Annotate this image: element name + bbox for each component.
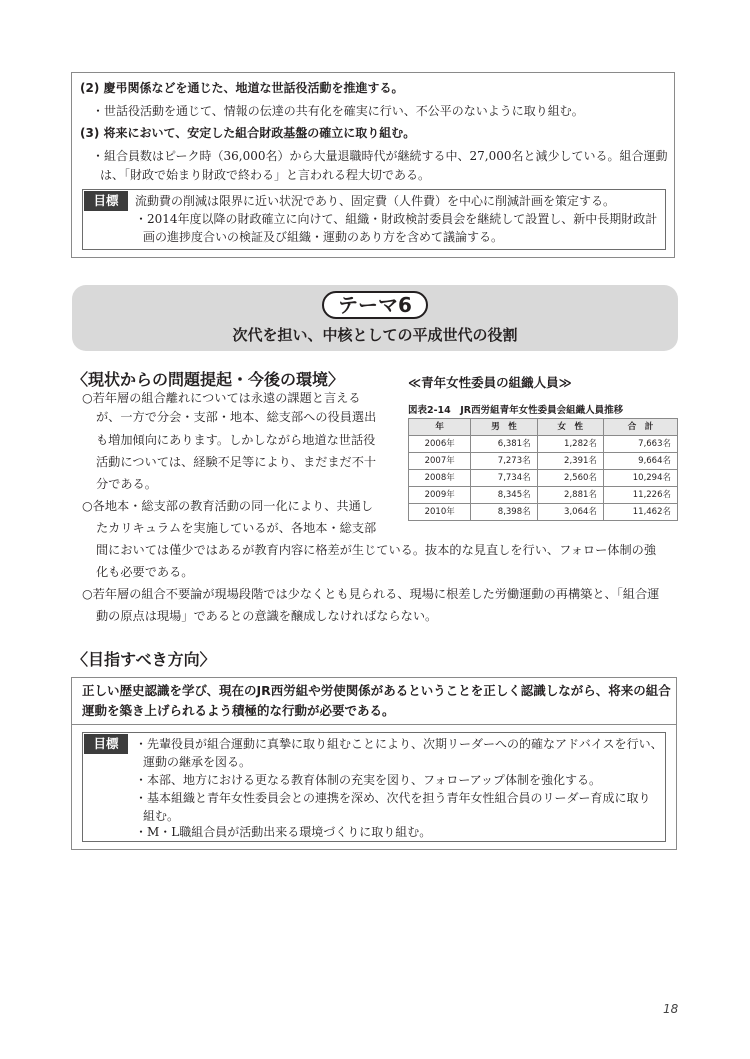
goal-line-1: 流動費の削減は限界に近い状況であり、固定費（人件費）を中心に削減計画を策定する。 xyxy=(135,194,616,208)
body-line: ○各地本・総支部の教育活動の同一化により、共通し xyxy=(82,499,373,513)
body-line: 動の原点は現場」であるとの意識を醸成しなければならない。 xyxy=(96,609,438,623)
theme-banner xyxy=(72,285,678,351)
table-row xyxy=(409,504,678,521)
table-heading: ≪青年女性委員の組織人員≫ xyxy=(408,375,572,390)
direction-box xyxy=(71,677,677,850)
cell-total: 10,294名 xyxy=(603,470,677,487)
body-line: 活動については、経験不足等により、まだまだ不十 xyxy=(96,455,377,469)
cell-female: 2,881名 xyxy=(537,487,603,504)
cell-year: 2010年 xyxy=(409,504,471,521)
header-male: 男 性 xyxy=(471,419,537,436)
section-heading-current-issues: 〈現状からの問題提起・今後の環境〉 xyxy=(72,370,345,389)
membership-table xyxy=(408,418,678,521)
table-header-row xyxy=(409,419,678,436)
body-line: ○若年層の組合不要論が現場段階では少なくとも見られる、現場に根差した労働運動の再構築と、「組合運 xyxy=(82,587,660,601)
goal-line: ・M・L職組合員が活動出来る環境づくりに取り組む。 xyxy=(135,825,432,839)
section-heading-direction: 〈目指すべき方向〉 xyxy=(72,650,216,669)
cell-male: 7,273名 xyxy=(471,453,537,470)
item3-bullet-line-1: ・組合員数はピーク時（36,000名）から大量退職時代が継続する中、27,000名と減少している。組合運動 xyxy=(92,149,668,163)
theme-label: テーマ6 xyxy=(322,291,428,319)
header-year: 年 xyxy=(409,419,471,436)
goal-box-direction xyxy=(82,732,666,842)
goal-line: 運動の継承を図る。 xyxy=(143,755,252,769)
intro-line-1: 正しい歴史認識を学び、現在のJR西労組や労使関係があるということを正しく認識しながら、将来の組合 xyxy=(82,683,671,698)
theme-subtitle: 次代を担い、中核としての平成世代の役割 xyxy=(232,326,518,344)
goal-label: 目標 xyxy=(84,734,128,754)
body-line: たカリキュラムを実施しているが、各地本・総支部 xyxy=(96,521,377,535)
table-row xyxy=(409,470,678,487)
cell-total: 11,462名 xyxy=(603,504,677,521)
cell-male: 7,734名 xyxy=(471,470,537,487)
cell-total: 11,226名 xyxy=(603,487,677,504)
intro-line-2: 運動を築き上げられるよう積極的な行動が必要である。 xyxy=(82,703,395,718)
body-line: 分である。 xyxy=(96,477,157,491)
goal-line: ・先輩役員が組合運動に真摯に取り組むことにより、次期リーダーへの的確なアドバイスを行い、 xyxy=(135,737,663,751)
item3-heading: (3) 将来において、安定した組合財政基盤の確立に取り組む。 xyxy=(80,126,416,140)
body-line: 化も必要である。 xyxy=(96,565,194,579)
cell-female: 2,391名 xyxy=(537,453,603,470)
item3-bullet-line-2: は、「財政で始まり財政で終わる」と言われる程大切である。 xyxy=(100,168,431,182)
cell-female: 2,560名 xyxy=(537,470,603,487)
header-female: 女 性 xyxy=(537,419,603,436)
cell-male: 6,381名 xyxy=(471,436,537,453)
cell-year: 2009年 xyxy=(409,487,471,504)
goal-line-3: 画の進捗度合いの検証及び組織・運動のあり方を含めて議論する。 xyxy=(143,230,504,244)
body-line: も増加傾向にあります。しかしながら地道な世話役 xyxy=(96,433,376,447)
cell-male: 8,345名 xyxy=(471,487,537,504)
page-number: 18 xyxy=(663,1002,679,1016)
table-row xyxy=(409,487,678,504)
header-total: 合 計 xyxy=(603,419,677,436)
cell-male: 8,398名 xyxy=(471,504,537,521)
goal-label: 目標 xyxy=(84,191,128,211)
cell-total: 7,663名 xyxy=(603,436,677,453)
table-row xyxy=(409,453,678,470)
goal-line-2: ・2014年度以降の財政確立に向けて、組織・財政検討委員会を継続して設置し、新中長期財政計 xyxy=(135,212,658,226)
cell-year: 2006年 xyxy=(409,436,471,453)
cell-female: 3,064名 xyxy=(537,504,603,521)
item2-bullet: ・世話役活動を通じて、情報の伝達の共有化を確実に行い、不公平のないように取り組む。 xyxy=(92,104,584,118)
table-caption: 図表2-14 JR西労組青年女性委員会組織人員推移 xyxy=(408,405,624,416)
goal-line: 組む。 xyxy=(143,809,180,823)
cell-year: 2008年 xyxy=(409,470,471,487)
goal-line: ・本部、地方における更なる教育体制の充実を図り、フォローアップ体制を強化する。 xyxy=(135,773,601,787)
goal-line: ・基本組織と青年女性委員会との連携を深め、次代を担う青年女性組合員のリーダー育成に取り xyxy=(135,791,651,805)
body-line: が、一方で分会・支部・地本、総支部への役員選出 xyxy=(96,410,377,424)
divider xyxy=(72,724,676,725)
body-line: ○若年層の組合離れについては永遠の課題と言える xyxy=(82,391,361,405)
goal-box-finance xyxy=(82,189,666,250)
table-row xyxy=(409,436,678,453)
top-goals-box xyxy=(71,72,675,258)
body-line: 間においては僅少ではあるが教育内容に格差が生じている。抜本的な見直しを行い、フォロー体制の強 xyxy=(96,543,657,557)
item2-heading: (2) 慶弔関係などを通じた、地道な世話役活動を推進する。 xyxy=(80,81,404,95)
cell-total: 9,664名 xyxy=(603,453,677,470)
cell-female: 1,282名 xyxy=(537,436,603,453)
cell-year: 2007年 xyxy=(409,453,471,470)
